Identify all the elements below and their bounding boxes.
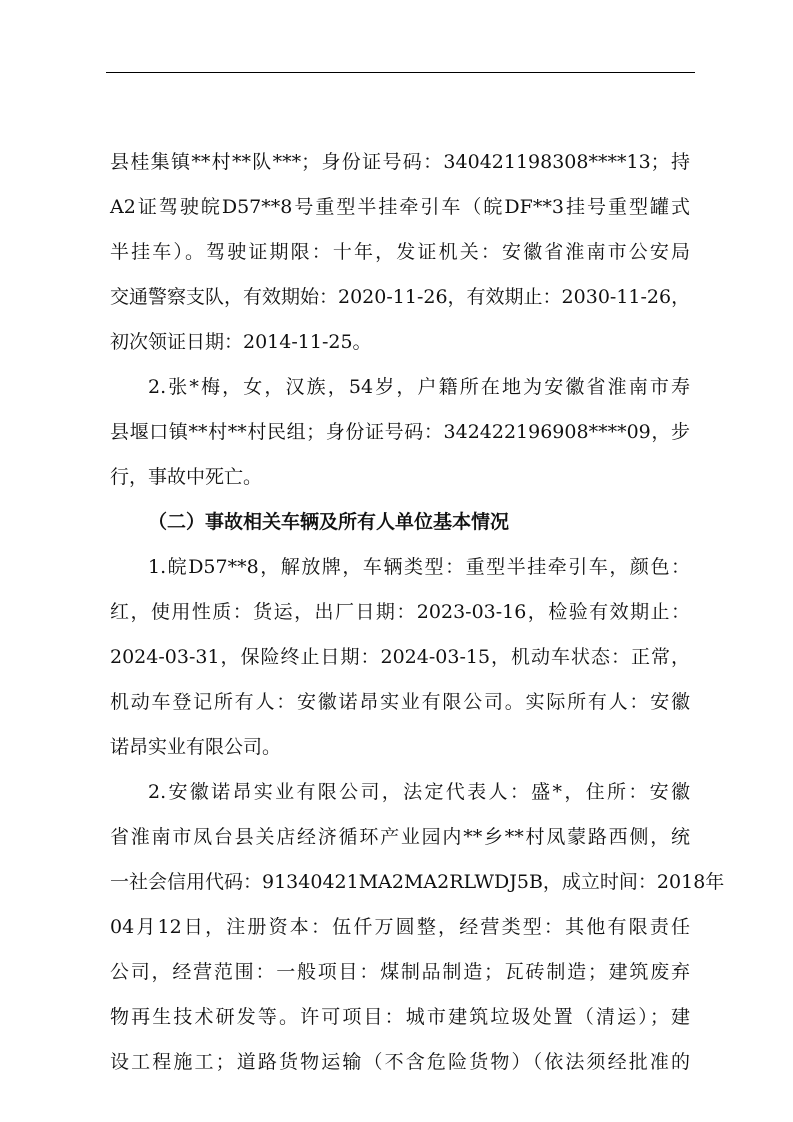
body-line: 省淮南市凤台县关店经济循环产业园内**乡**村凤蒙路西侧，统 [110,826,690,848]
header-rule [106,72,695,73]
body-line: 公司，经营范围：一般项目：煤制品制造；瓦砖制造；建筑废弃 [110,961,690,983]
paragraph-start-line: 1.皖D57**8，解放牌，车辆类型：重型半挂牵引车，颜色： [148,556,690,578]
body-line: 2024-03-31，保险终止日期：2024-03-15，机动车状态：正常， [110,646,690,668]
body-line: 物再生技术研发等。许可项目：城市建筑垃圾处置（清运）；建 [110,1006,690,1028]
body-line: 交通警察支队，有效期始：2020-11-26，有效期止：2030-11-26， [110,286,691,308]
paragraph-start-line: 2.张*梅，女，汉族，54岁，户籍所在地为安徽省淮南市寿 [148,376,690,398]
body-line: 县堰口镇**村**村民组；身份证号码：342422196908****09，步 [110,421,690,443]
body-line: 设工程施工；道路货物运输（不含危险货物）（依法须经批准的 [110,1051,690,1073]
body-line: 初次领证日期：2014-11-25。 [110,331,372,353]
body-line: 县桂集镇**村**队***；身份证号码：340421198308****13；持 [110,151,690,173]
body-line: 半挂车）。驾驶证期限：十年，发证机关：安徽省淮南市公安局 [110,241,690,263]
paragraph-start-line: 2.安徽诺昂实业有限公司，法定代表人：盛*，住所：安徽 [148,781,690,803]
body-line: 诺昂实业有限公司。 [110,736,282,758]
body-line: 行，事故中死亡。 [110,466,263,488]
body-line: A2证驾驶皖D57**8号重型半挂牵引车（皖DF**3挂号重型罐式 [110,196,690,218]
body-line: 机动车登记所有人：安徽诺昂实业有限公司。实际所有人：安徽 [110,691,690,713]
body-line: 红，使用性质：货运，出厂日期：2023-03-16，检验有效期止： [110,601,690,623]
section-heading: （二）事故相关车辆及所有人单位基本情况 [148,511,510,533]
body-line: 一社会信用代码：91340421MA2MA2RLWDJ5B，成立时间：2018年 [110,871,725,893]
body-line: 04月12日，注册资本：伍仟万圆整，经营类型：其他有限责任 [110,916,690,938]
